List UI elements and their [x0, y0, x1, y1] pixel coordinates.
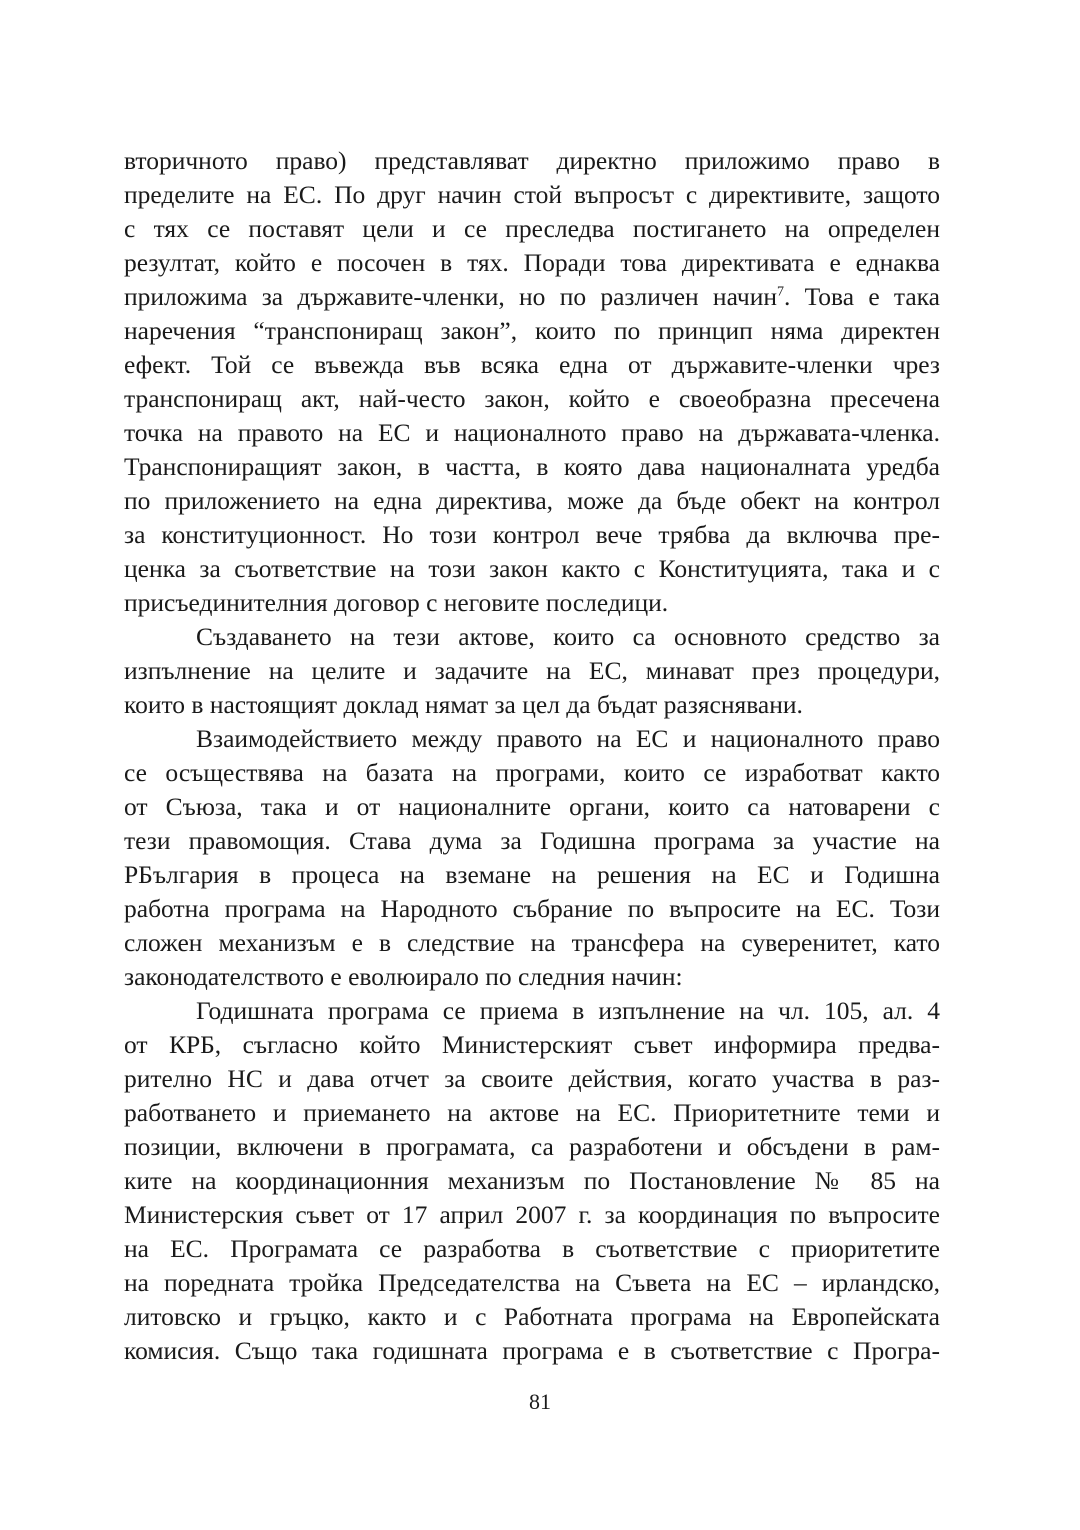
footnote-reference: 7 [776, 284, 784, 300]
text-line: литовско и гръцко, както и с Работната програма на Европейската [124, 1302, 940, 1331]
text-line: работването и приемането на актове на ЕС. Приоритетните теми и [124, 1098, 940, 1127]
text-line: наречения “транспониращ закон”, които по принцип няма директен [124, 316, 940, 345]
body-text [124, 144, 940, 1368]
text-line: транспониращ акт, най-често закон, който е своеобразна пресечена [124, 384, 940, 413]
text-line: работна програма на Народното събрание по въпросите на ЕС. Този [124, 894, 940, 923]
paragraph-start-line: Взаимодействието между правото на ЕС и националното право [196, 724, 940, 753]
text-line: по приложението на една директива, може да бъде обект на контрол [124, 486, 940, 515]
text-line: вторичното право) представляват директно приложимо право в [124, 146, 940, 175]
page-number: 81 [529, 1389, 551, 1414]
text-line: Министерския съвет от 17 април 2007 г. за координация по въпросите [124, 1200, 940, 1229]
text-line: резултат, който е посочен в тях. Поради това директивата е еднаква [124, 248, 940, 277]
text-line: на поредната тройка Председателства на Съвета на ЕС – ирландско, [124, 1268, 940, 1297]
text-line-main: приложима за държавите-членки, но по различен начин [124, 282, 777, 311]
text-line-tail: . Това е така [783, 282, 940, 311]
text-line: от Съюза, така и от националните органи, които са натоварени с [124, 792, 940, 821]
text-line: Транспониращият закон, в частта, в която дава националната уредба [124, 452, 940, 481]
text-line: присъединителния договор с неговите последици. [124, 588, 669, 617]
text-line: пределите на ЕС. По друг начин стой въпросът с директивите, защото [124, 180, 940, 209]
text-line: ките на координационния механизъм по Постановление № 85 на [124, 1166, 940, 1195]
text-line: позиции, включени в програмата, са разработени и обсъдени в рам- [124, 1132, 940, 1161]
text-line: комисия. Също така годишната програма е в съответствие с Програ- [124, 1336, 940, 1365]
text-line: точка на правото на ЕС и националното право на държавата-членка. [124, 418, 940, 447]
text-line: се осъществява на базата на програми, които се изработват както [124, 758, 940, 787]
text-line [124, 280, 940, 314]
text-line: законодателството е еволюирало по следния начин: [124, 962, 683, 991]
text-line: тези правомощия. Става дума за Годишна програма за участие на [124, 826, 940, 855]
text-line: ценка за съответствие на този закон както с Конституцията, така и с [124, 554, 940, 583]
text-line: с тях се поставят цели и се преследва постигането на определен [124, 214, 940, 243]
text-line: ефект. Той се въвежда във всяка една от държавите-членки чрез [124, 350, 940, 379]
text-line: изпълнение на целите и задачите на ЕС, минават през процедури, [124, 656, 940, 685]
text-line: рително НС и дава отчет за своите действия, когато участва в раз- [124, 1064, 940, 1093]
paragraph-start-line: Годишната програма се приема в изпълнение на чл. 105, ал. 4 [196, 996, 940, 1025]
paragraph-start-line: Създаването на тези актове, които са основното средство за [196, 622, 940, 651]
text-line: които в настоящият доклад нямат за цел да бъдат разяснявани. [124, 690, 803, 719]
text-line: сложен механизъм е в следствие на трансфера на суверенитет, като [124, 928, 940, 957]
text-line: от КРБ, съгласно който Министерският съвет информира предва- [124, 1030, 940, 1059]
text-line: РБългария в процеса на вземане на решения на ЕС и Годишна [124, 860, 940, 889]
text-line: на ЕС. Програмата се разработва в съответствие с приоритетите [124, 1234, 940, 1263]
text-line: за конституционност. Но този контрол вече трябва да включва пре- [124, 520, 940, 549]
